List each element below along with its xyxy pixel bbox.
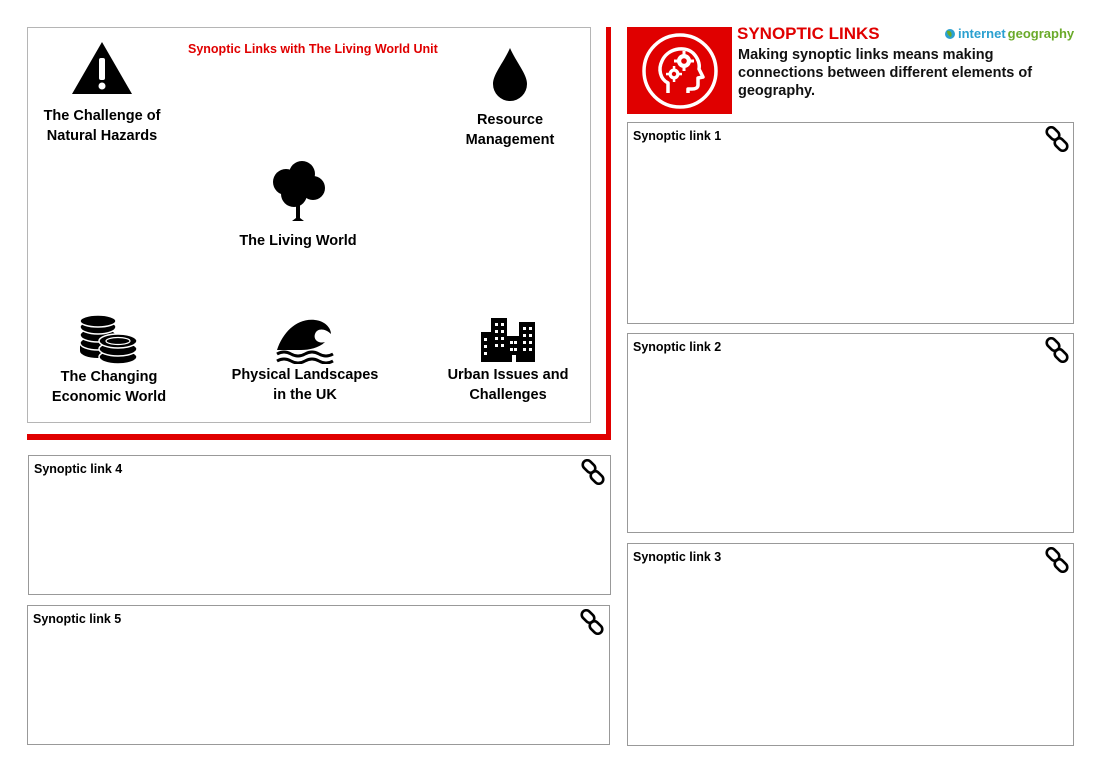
header-icon-box [627,27,732,114]
city-buildings-icon [479,316,537,362]
synoptic-link-2-box[interactable] [627,333,1074,533]
unit-topics-panel [27,27,591,423]
topic-natural-hazards [40,40,164,146]
header-title: SYNOPTIC LINKS [737,24,880,43]
brand-text-internet: internet [958,26,1006,41]
topic-label: The Challenge of Natural Hazards [43,108,161,144]
topic-label: The Living World [239,233,357,249]
red-divider-vertical [606,27,611,440]
synoptic-link-4-box[interactable] [28,455,611,595]
unit-title: Synoptic Links with The Living World Unit [188,42,438,56]
globe-leaf-icon [944,28,956,40]
red-divider-horizontal [27,434,611,440]
synoptic-link-1-box[interactable] [627,122,1074,324]
synoptic-link-label: Synoptic link 4 [34,462,123,476]
synoptic-link-3-box[interactable] [627,543,1074,746]
topic-physical-landscapes [230,316,380,405]
topic-living-world [228,160,368,251]
chain-link-icon [1044,547,1070,573]
chain-link-icon [1044,126,1070,152]
topic-urban-issues [440,316,576,405]
topic-label: Physical Landscapes in the UK [231,367,379,403]
topic-label: Urban Issues and Challenges [447,367,569,403]
head-gears-icon [640,31,720,111]
brand-logo [944,26,1074,41]
coins-icon [78,313,140,365]
tree-icon [268,160,328,222]
synoptic-link-label: Synoptic link 1 [633,129,722,143]
synoptic-link-label: Synoptic link 5 [33,612,122,626]
warning-icon [70,40,134,96]
wave-icon [275,316,335,364]
synoptic-link-label: Synoptic link 3 [633,550,722,564]
chain-link-icon [579,609,605,635]
topic-resource-management [448,46,572,150]
chain-link-icon [1044,337,1070,363]
brand-text-geography: geography [1007,26,1075,41]
synoptic-link-label: Synoptic link 2 [633,340,722,354]
synoptic-link-5-box[interactable] [27,605,610,745]
chain-link-icon [580,459,606,485]
water-drop-icon [490,46,530,102]
topic-economic-world [42,313,176,407]
topic-label: Resource Management [465,112,555,148]
header-description: Making synoptic links means making connections between different elements of geography. [738,47,1033,99]
topic-label: The Changing Economic World [51,369,167,405]
